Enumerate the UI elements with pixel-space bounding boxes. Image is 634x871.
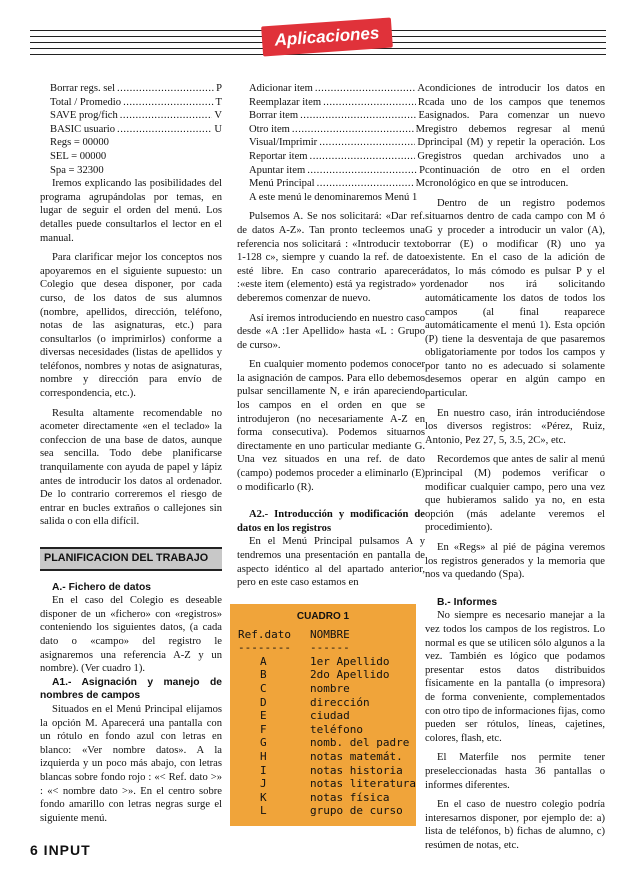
paragraph: No siempre es necesario manejar a la vez todos los campos de los registros. Lo normal es que se utilicen sólo algunos a la vez. También es lógico que podamos presentar estos datos distribuidos físicamente en la pantalla (o impresora) de forma conveniente, complementados con otro tipo de informaciones fijas, como pueden ser rótulos, líneas, cajetines, colores, flash, etc. bbox=[425, 610, 605, 744]
paragraph: El Materfile nos permite tener preseleccionadas hasta 36 pantallas o informes diferentes. bbox=[425, 752, 605, 791]
section-heading: PLANIFICACION DEL TRABAJO bbox=[40, 547, 222, 571]
menu-item: Apuntar item ..... P bbox=[237, 164, 425, 178]
table-row: B 2do Apellido bbox=[260, 668, 390, 682]
subheading: A1.- Asignación y manejo de nombres de campos bbox=[40, 676, 222, 702]
menu-item: Visual/Imprimir ..... D bbox=[237, 136, 425, 150]
paragraph: En cualquier momento podemos conocer la asignación de campos. Para ello debemos pulsar sencillamente N, e irán apareciendo los campos en el orden en que se introdujeron (no necesariamente A-Z en forma consecutiva). Podemos situarnos directamente en uno particular mediante G. Una vez situados en una ref. de dato (campo) podemos proceder a eliminarlo (E) o modificarlo (R). bbox=[237, 359, 425, 493]
menu-item: Adicionar item ..... A bbox=[237, 82, 425, 96]
status-line: Regs = 00000 bbox=[50, 137, 109, 149]
table-row: A 1er Apellido bbox=[260, 654, 390, 668]
subheading: A.- Fichero de datos bbox=[52, 581, 151, 593]
menu-item: Borrar item ..... E bbox=[237, 109, 425, 123]
table-title: CUADRO 1 bbox=[296, 611, 350, 622]
menu-item: Menú Principal ..... M bbox=[237, 177, 425, 191]
paragraph: Así iremos introduciendo en nuestro caso desde «A :1er Apellido» hasta «L : Grupo de curso». bbox=[237, 312, 425, 351]
paragraph: Situados en el Menú Principal elijamos la opción M. Aparecerá una pantalla con un rótulo en fondo azul con letras en blanco: «Ver nombre datos». A la izquierda y un poco más abajo, con letras blancas sobre fondo rojo : «< Ref. dato >» : «< nombre dato >». En el centro sobre fondo amarillo con letras negras surge el siguiente menú. bbox=[40, 703, 222, 824]
status-line: Spa = 32300 bbox=[50, 164, 104, 176]
table-row: E ciudad bbox=[260, 709, 350, 723]
paragraph: En el caso de nuestro colegio podría interesarnos disponer, por ejemplo de: a) lista de teléfonos, b) fichas de alumno, c) resúmen de notas, etc. bbox=[425, 799, 605, 851]
paragraph: En «Regs» al pié de página veremos los registros generados y la memoria que nos va quedando (Spa). bbox=[425, 542, 605, 581]
column-3 bbox=[425, 82, 605, 852]
table-row: H notas matemát. bbox=[260, 749, 403, 763]
status-line: SEL = 00000 bbox=[50, 150, 107, 162]
menu-item: Otro item ..... M bbox=[237, 123, 425, 137]
table-row: G nomb. del padre bbox=[260, 736, 410, 750]
paragraph: En nuestro caso, irán introduciéndose los diversos registros: «Pérez, Ruiz, Antonio, Pez 27, 5, 3.5, 2C», etc. bbox=[425, 407, 605, 446]
section-banner: Aplicaciones bbox=[261, 18, 393, 57]
cuadro-1-table bbox=[230, 604, 416, 826]
table-row: D dirección bbox=[260, 695, 370, 709]
menu-item: Total / Promedio ..... T bbox=[40, 96, 222, 110]
table-row: I notas historia bbox=[260, 763, 403, 777]
paragraph: A este menú le denominaremos Menú 1 bbox=[249, 191, 418, 203]
menu-item: SAVE prog/fich ..... V bbox=[40, 109, 222, 123]
table-row: F teléfono bbox=[260, 722, 363, 736]
subheading: B.- Informes bbox=[437, 596, 498, 608]
table-row: J notas literatura bbox=[260, 777, 416, 791]
paragraph: Para clarificar mejor los conceptos nos apoyaremos en el siguiente supuesto: un Colegio que desea disponer, por cada curso, de los datos de sus alumnos (nombre, apellidos, dirección, teléfono, notas de las asignaturas, etc.) para consultarlos (o imprimirlos) conforme a diversas necesidades (listas de apellidos y teléfonos, nombres y notas de asignaturas, nombre y dirección para envío de correspondencia, etc.). bbox=[40, 252, 222, 400]
paragraph: Iremos explicando las posibilidades del programa agrupándolas por temas, en lugar de seguir el orden del menú. Los detalles puede consultarlos el lector en el manual. bbox=[40, 178, 222, 244]
table-row: K notas física bbox=[260, 790, 390, 804]
paragraph: Pulsemos A. Se nos solicitará: «Dar ref. de datos A-Z». Tan pronto tecleemos una referencia nos solicitará : «Introducir texto 1-128 c», siempre y cuando la ref. de dato esté libre. En caso contrario aparecerá :«este item (elemento) está ya registrado» y deberemos comenzar de nuevo. bbox=[237, 211, 425, 304]
paragraph: En el caso del Colegio es deseable disponer de un «fichero» con «registros» conteniendo los siguientes datos, (a cada dato o «campo» del registro le asignaremos una referencia A-Z y un nombre). (Ver cuadro 1). bbox=[40, 595, 222, 675]
paragraph: Dentro de un registro podemos situarnos dentro de cada campo con M ó G y proceder a introducir un valor (A), borrar (E) o modificar (R) uno ya existente. En el caso de la adición de datos, lo más cómodo es pulsar P y el ordenador nos irá solicitando automáticamente los datos de todos los campos (al final reaparece automáticamente el menú 1). Esta opción (P) tiene la desventaja de que pasaremos obligatoriamente por todos los campos y por tanto no es adecuado si solamente desemos operar en algún campo en particular. bbox=[425, 197, 605, 400]
menu-item: Reportar item ..... G bbox=[237, 150, 425, 164]
header-rule bbox=[30, 54, 606, 55]
paragraph: condiciones de introducir los datos en cada uno de los campos que tenemos asignados. Para comenzar un nuevo registro debemos regresar al menú principal (M) y repetir la operación. Los registros quedan archivados uno a continuación de otro en el orden cronológico en que se introducen. bbox=[425, 83, 605, 190]
menu-item: BASIC usuario ..... U bbox=[40, 123, 222, 137]
paragraph: Resulta altamente recomendable no acometer directamente «en el teclado» la confeccion de una base de datos, aunque sea sencilla. Todo debe planificarse tranquilamente con ayuda de papel y lápiz antes de introducir los datos al ordenador. De lo contrario correremos el riesgo de entrar en bucles extraños o callejones sin salida o con ella difícil. bbox=[40, 407, 222, 528]
menu-item: Borrar regs. sel ..... P bbox=[40, 82, 222, 96]
paragraph: En el Menú Principal pulsamos A y tendremos una presentación en pantalla de aspecto idéntico al del apartado anterior, pero en este caso estamos en bbox=[237, 536, 425, 589]
table-divider: -------- ------ bbox=[238, 641, 350, 655]
column-2 bbox=[237, 82, 425, 590]
table-row: C nombre bbox=[260, 681, 350, 695]
paragraph: Recordemos que antes de salir al menú principal (M) podemos verificar o modificar cualquier campo, pero una vez que hubieramos salido ya no, en esta opción (más adelante veremos el procedimiento). bbox=[425, 454, 605, 534]
table-header: Ref.dato NOMBRE bbox=[238, 627, 350, 641]
page-footer: 6 INPUT bbox=[30, 842, 91, 858]
menu-item: Reemplazar item ..... R bbox=[237, 96, 425, 110]
subheading: A2.- Introducción y modificación de datos en los registros bbox=[237, 509, 425, 534]
table-row: L grupo de curso bbox=[260, 804, 403, 818]
column-1 bbox=[40, 82, 222, 825]
